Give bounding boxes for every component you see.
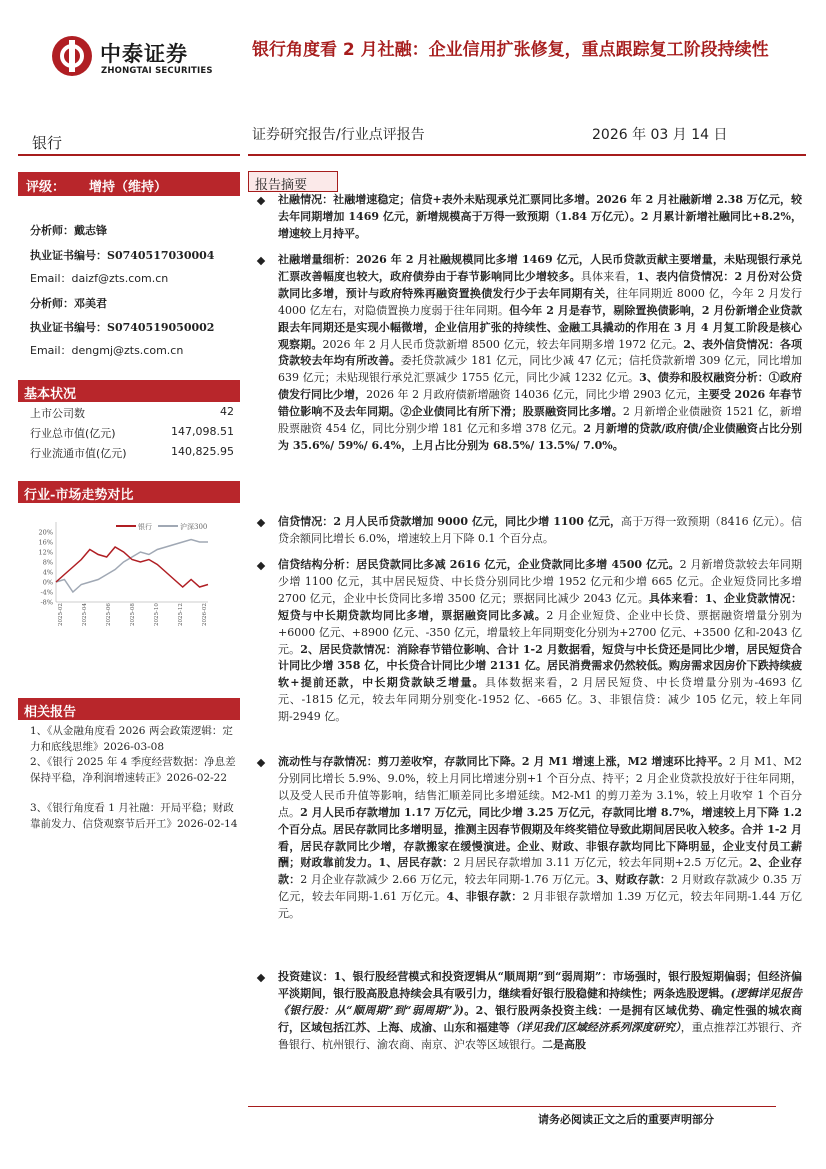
x-tick-label: 2025-06 (106, 603, 112, 626)
info-row-total-mktcap: 行业总市值(亿元) 147,098.51 (30, 425, 234, 440)
rating-label: 评级： (26, 180, 66, 195)
company-logo-icon (52, 36, 92, 76)
logo-name-cn: 中泰证券 (100, 42, 188, 66)
x-tick-label: 2025-12 (178, 603, 184, 626)
related-report-1[interactable]: 1、《从金融角度看 2026 两会政策逻辑：定力和底线思维》2026-03-08 (30, 725, 233, 753)
para-investment-advice: 投资建议：1、银行股经营模式和投资逻辑从“顺周期”到“弱周期”：市场强时，银行股短期偏弱；但经济偏平淡期间，银行股高股息持续会具有吸引力，继续看好银行股稳健和持续性；两条选股逻辑。(逻辑详见报告《银行股：从“顺周期”到“弱周期”》)。2、银行股两条投资主线：一是拥有区域优势、确定性强的城农商行，区域包括江苏、上海、成渝、山东和福建等（详见我们区域经济系列深度研究），重点推荐江苏银行、齐鲁银行、杭州银行、渝农商、南京、沪农等区域银行。二是高股 (278, 970, 803, 1051)
para-social-financing: 社融情况：社融增速稳定；信贷+表外未贴现承兑汇票同比多增。2026 年 2 月社融新增 2.38 万亿元，较去年同期增加 1469 亿元，新增规模高于万得一致预期（1.84 万亿元）。2 月累计新增社融同比+8.2%，增速较上月持平。 (278, 193, 802, 240)
x-tick-label: 2026-02 (202, 603, 208, 626)
y-tick-label: 16% (38, 538, 53, 547)
left-divider (18, 154, 240, 156)
x-tick-label: 2025-04 (82, 603, 88, 626)
summary-tab: 报告摘要 (248, 171, 338, 192)
trend-chart (26, 520, 216, 630)
legend-bank-label: 银行 (138, 523, 152, 531)
analyst-1-name: 分析师：戴志锋 (30, 224, 107, 237)
x-tick-label: 2025-02 (58, 603, 64, 626)
y-tick-label: 20% (38, 528, 53, 537)
analyst-1-email[interactable]: Email：daizf@zts.com.cn (30, 272, 169, 285)
para-liquidity-deposits: 流动性与存款情况：剪刀差收窄，存款同比下降。2 月 M1 增速上涨，M2 增速环比持平。2 月 M1、M2 分别同比增长 5.9%、9.0%，较上月同比增速分别+1 个百分点、持平；2 月企业贷款投放好于往年同期，以及受人民币升值等影响，结售汇顺差同比多增延续。M2-M1 的剪刀差为 3.1%，较上月收窄 1 个百分点。2 月人民币存款增加 1.17 万亿元，同比少增 3.25 万亿元，存款同比增 8.7%，增速较上月下降 1.2 个百分点。居民存款同比多增明显，推测主因春节假期及年终奖错位导致此期间居民收入较多。合并 1-2 月看，居民存款同比少增，存款搬家在缓慢演进。企业、财政、非银存款均同比下降明显，企业支付员工薪酬；财政靠前发力。1、居民存款：2 月居民存款增加 3.11 万亿元，较去年同期+2.5 万亿元。2、企业存款：2 月企业存款减少 2.66 万亿元，较去年同期-1.76 万亿元。3、财政存款：2 月财政存款减少 0.35 万亿元，较去年同期-1.61 万亿元。4、非银存款：2 月非银存款增加 1.39 万亿元，较去年同期-1.44 万亿元。 (278, 755, 803, 921)
series-bank-line (56, 547, 208, 587)
x-tick-label: 2025-08 (130, 603, 136, 626)
para-credit: 信贷情况：2 月人民币贷款增加 9000 亿元，同比少增 1100 亿元，高于万得一致预期（8416 亿元）。信贷余额同比增长 6.0%，增速较上月下降 0.1 个百分点。 (278, 515, 802, 545)
right-divider (248, 154, 806, 156)
report-title: 银行角度看 2 月社融：企业信用扩张修复，重点跟踪复工阶段持续性 (252, 40, 769, 60)
analyst-1-cert: 执业证书编号：S0740517030004 (30, 249, 215, 262)
y-tick-label: -4% (40, 588, 53, 597)
related-report-3[interactable]: 3、《银行角度看 1 月社融：开局平稳；财政靠前发力、信贷观察节后开工》2026-02-14 (30, 802, 238, 830)
info-row-float-mktcap: 行业流通市值(亿元) 140,825.95 (30, 445, 234, 460)
related-header: 相关报告 (18, 698, 240, 720)
report-date: 2026 年 03 月 14 日 (592, 127, 728, 143)
y-tick-label: 8% (42, 558, 53, 567)
analyst-2-name: 分析师：邓美君 (30, 297, 107, 310)
footer-divider (248, 1106, 776, 1107)
trend-header: 行业-市场走势对比 (18, 481, 240, 503)
legend-hs300-label: 沪深300 (180, 523, 208, 531)
y-tick-label: 4% (42, 568, 53, 577)
sector-label: 银行 (32, 134, 63, 152)
basic-info-header: 基本状况 (18, 380, 240, 402)
x-tick-label: 2025-10 (154, 603, 160, 626)
info-row-companies: 上市公司数 42 (30, 405, 234, 420)
footer-disclaimer: 请务必阅读正文之后的重要声明部分 (538, 1113, 714, 1126)
rating-value: 增持（维持） (89, 180, 168, 195)
analyst-2-cert: 执业证书编号：S0740519050002 (30, 321, 215, 334)
y-tick-label: 0% (42, 578, 53, 587)
logo-name-en: ZHONGTAI SECURITIES (101, 66, 213, 76)
rating-box (18, 172, 240, 196)
analyst-2-email[interactable]: Email：dengmj@zts.com.cn (30, 344, 184, 357)
para-increment-analysis: 社融增量细析：2026 年 2 月社融规模同比多增 1469 亿元，人民币贷款贡献主要增量，未贴现银行承兑汇票改善幅度也较大，政府债券由于春节影响同比少增较多。具体来看，1、表内信贷情况：2 月份对公贷款同比多增，预计与政府特殊再融资置换债发行少于去年同期有关，往年同期近 8000 亿，今年 2 月发行 4000 亿左右，对隐债置换力度弱于往年同期。但今年 2 月是春节，剔除置换债影响，2 月份新增企业贷款跟去年同期还是实现小幅微增，企业信用扩张的持续性、金融工具撬动的作用在 3 月 4 月复工阶段是核心观察期。2026 年 2 月人民币贷款新增 8500 亿元，较去年同期多增 1972 亿元。2、表外信贷情况：各项贷款较去年均有所改善。委托贷款减少 181 亿元，同比少减 47 亿元；信托贷款新增 309 亿元，同比增加 639 亿元；未贴现银行承兑汇票减少 1755 亿元，同比少减 1232 亿元。3、债券和股权融资分析：①政府债发行同比少增，2026 年 2 月政府债新增融资 14036 亿元，同比少增 2903 亿元，主要受 2026 年春节错位影响不及去年同期。②企业债同比有所下滑；股票融资同比多增。2 月新增企业债融资 1521 亿，新增股票融资 454 亿，同比分别少增 181 亿元和多增 378 亿元。2 月新增的贷款/政府债/企业债融资占比分别为 35.6%/ 59%/ 6.4%，上月占比分别为 68.5%/ 13.5%/ 7.0%。 (278, 253, 803, 452)
y-tick-label: -8% (40, 598, 53, 607)
report-type: 证券研究报告/行业点评报告 (252, 127, 425, 143)
para-credit-structure: 信贷结构分析：居民贷款同比多减 2616 亿元，企业贷款同比多增 4500 亿元。2 月新增贷款较去年同期少增 1100 亿元，其中居民短贷、中长贷分别同比少增 1952 亿元和少增 665 亿元。企业短贷同比多增 2700 亿元，企业中长贷同比多增 3500 亿元；票据同比减少 2043 亿元。具体来看：1、企业贷款情况：短贷与中长期贷款均同比多增，票据融资同比多减。2 月企业短贷、企业中长贷、票据融资增量分别为+6000 亿元、+8900 亿元、-350 亿元，增量较上年同期变化分别为+2700 亿元、+3500 亿和-2043 亿元。2、居民贷款情况：消除春节错位影响、合计 1-2 月数据看，短贷与中长贷还是同比少增，居民短贷合计同比少增 358 亿，中长贷合计同比少增 2131 亿。居民消费需求仍然较低。购房需求因房价下跌持续疲软+提前还款，中长期贷款缺乏增量。具体数据来看，2 月居民短贷、中长贷增量分别为-4693 亿元、-1815 亿元，较去年同期分别变化-1952 亿、-665 亿。3、非银信贷：减少 105 亿元，较上年同期-2949 亿。 (278, 558, 803, 724)
related-report-2[interactable]: 2、《银行 2025 年 4 季度经营数据：净息差保持平稳，净利润增速转正》2026-02-22 (30, 756, 236, 784)
y-tick-label: 12% (38, 548, 53, 557)
